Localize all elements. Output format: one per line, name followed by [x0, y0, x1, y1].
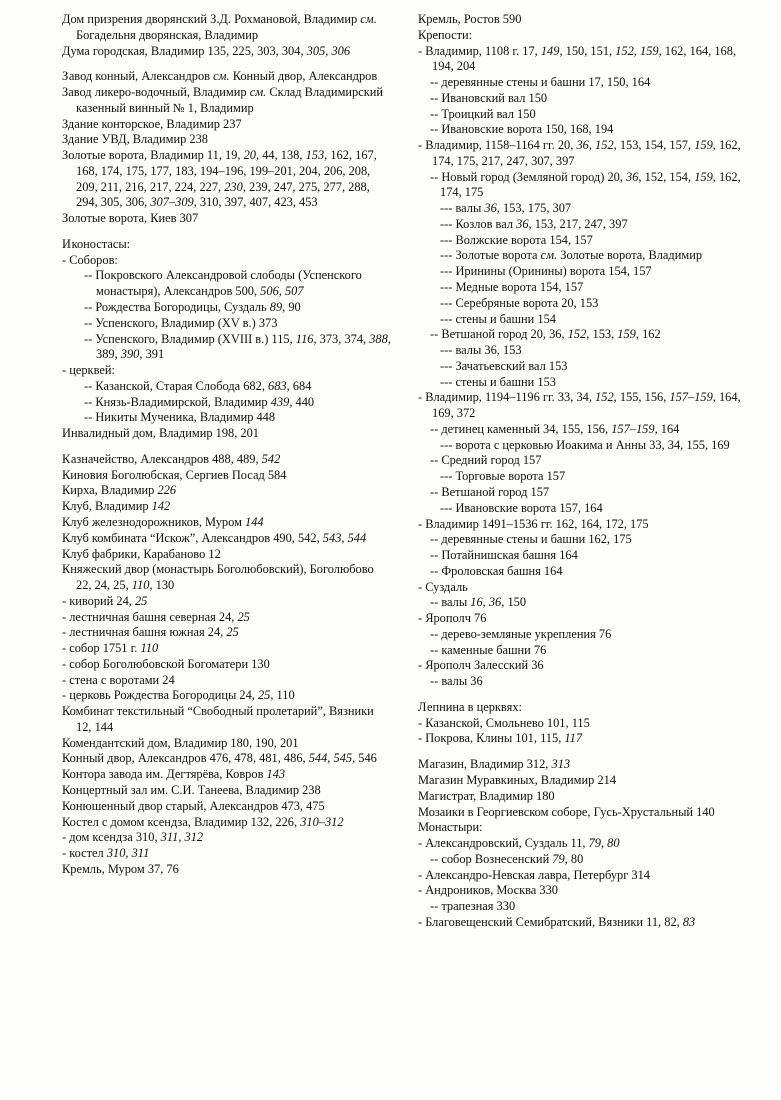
index-entry: - лестничная башня северная 24, 25 — [62, 609, 250, 624]
index-entry: --- валы 36, 153 — [440, 343, 522, 358]
index-entry: - Суздаль — [418, 579, 468, 594]
index-entry: - собор 1751 г. 110 — [62, 641, 159, 656]
index-entry: --- Волжские ворота 154, 157 — [440, 232, 593, 247]
index-entry: - Покрова, Клины 101, 115, 117 — [418, 731, 583, 746]
index-entry: Магазин, Владимир 312, 313 — [418, 757, 571, 772]
index-entry: - Ярополч Залесский 36 — [418, 658, 544, 673]
index-entry: Дума городская, Владимир 135, 225, 303, 304, 305, 306 — [62, 43, 351, 58]
entry-gap — [62, 442, 392, 452]
index-entry: - церквей: — [62, 363, 115, 378]
index-entry: - Андроников, Москва 330 — [418, 883, 558, 898]
index-entry: Лепнина в церквях: — [418, 699, 522, 714]
index-entry: --- ворота с церковью Иоакима и Анны 33, 34, 155, 169 — [440, 437, 730, 452]
index-entry: - Владимир, 1158–1164 гг. 20, 36, 152, 153, 154, 157, 159, 162, 174, 175, 217, 247, 307, 397 — [418, 138, 741, 168]
index-entry: -- Ивановский вал 150 — [430, 90, 548, 105]
index-entry: -- валы 36 — [430, 674, 483, 689]
index-entry: -- Троицкий вал 150 — [430, 106, 536, 121]
index-entry: Клуб железнодорожников, Муром 144 — [62, 514, 264, 529]
index-entry: Концертный зал им. С.И. Танеева, Владимир 238 — [62, 782, 321, 797]
index-entry: Инвалидный дом, Владимир 198, 201 — [62, 426, 259, 441]
index-entry: Здание УВД, Владимир 238 — [62, 132, 209, 147]
index-entry: -- Князь-Владимирской, Владимир 439, 440 — [84, 394, 315, 409]
index-entry: - Владимир, 1194–1196 гг. 33, 34, 152, 155, 156, 157–159, 164, 169, 372 — [418, 390, 741, 421]
index-entry: --- Ивановские ворота 157, 164 — [440, 500, 603, 515]
index-entry: - дом ксендза 310, 311, 312 — [62, 830, 204, 845]
index-entry: - Александро-Невская лавра, Петербург 314 — [418, 867, 650, 882]
index-entry: --- Серебряные ворота 20, 153 — [440, 295, 599, 310]
index-entry: - собор Боголюбовской Богоматери 130 — [62, 656, 270, 671]
index-entry: -- Рождества Богородицы, Суздаль 89, 90 — [84, 300, 301, 315]
index-entry: -- Казанской, Старая Слобода 682, 683, 684 — [84, 378, 312, 393]
index-entry: --- Козлов вал 36, 153, 217, 247, 397 — [440, 216, 628, 231]
index-entry: --- Иринины (Оринины) ворота 154, 157 — [440, 264, 652, 279]
index-entry: - церковь Рождества Богородицы 24, 25, 110 — [62, 688, 295, 703]
index-entry: - Владимир, 1108 г. 17, 149, 150, 151, 152, 159, 162, 164, 168, 194, 204 — [418, 43, 737, 74]
index-entry: Клуб, Владимир 142 — [62, 499, 171, 514]
index-entry: - Ярополч 76 — [418, 611, 487, 626]
index-entry: - Казанской, Смольнево 101, 115 — [418, 715, 590, 730]
index-entry: Комбинат текстильный “Свободный пролетарий”, Вязники 12, 144 — [62, 704, 374, 734]
index-entry: Конюшенный двор старый, Александров 473, 475 — [62, 798, 325, 813]
index-entry: -- дерево-земляные укрепления 76 — [430, 626, 612, 641]
index-entry: Кремль, Ростов 590 — [418, 12, 522, 26]
entry-gap — [418, 690, 754, 700]
index-entry: -- валы 16, 36, 150 — [430, 595, 527, 610]
index-entry: -- Успенского, Владимир (XVIII в.) 115, 116, 373, 374, 388, 389, 390, 391 — [84, 331, 391, 362]
index-entry: -- Фроловская башня 164 — [430, 563, 563, 578]
index-entry: Завод конный, Александров см. Конный двор, Александров — [62, 69, 378, 84]
index-entry: --- Золотые ворота см. Золотые ворота, Владимир — [440, 248, 703, 263]
index-column-left — [62, 12, 392, 1090]
index-entry: - Соборов: — [62, 252, 118, 267]
index-entry: -- Ветшаной город 157 — [430, 484, 550, 499]
index-entry: -- каменные башни 76 — [430, 642, 547, 657]
index-entry: -- Успенского, Владимир (XV в.) 373 — [84, 315, 278, 330]
index-entry: -- Новый город (Земляной город) 20, 36, 152, 154, 159, 162, 174, 175 — [430, 169, 741, 200]
entry-gap — [62, 227, 392, 237]
index-entry: -- Ивановские ворота 150, 168, 194 — [430, 122, 614, 137]
index-entry: -- трапезная 330 — [430, 899, 516, 914]
index-entry: -- Никиты Мученика, Владимир 448 — [84, 410, 276, 425]
index-entry: Крепости: — [418, 27, 473, 42]
index-entry: - костел 310, 311 — [62, 846, 150, 861]
index-entry: - Александровский, Суздаль 11, 79, 80 — [418, 836, 620, 851]
index-entry: Кирха, Владимир 226 — [62, 483, 177, 498]
index-entry: Завод ликеро-водочный, Владимир см. Склад Владимирский казенный винный № 1, Владимир — [62, 85, 384, 115]
index-entry: - стена с воротами 24 — [62, 672, 175, 687]
entry-gap — [418, 747, 754, 757]
index-entry: Здание конторское, Владимир 237 — [62, 116, 242, 131]
index-entry: -- Средний город 157 — [430, 453, 542, 468]
index-entry: - Благовещенский Семибратский, Вязники 11, 82, 83 — [418, 914, 696, 929]
index-entry: --- стены и башни 153 — [440, 374, 556, 389]
index-entry: Казначейство, Александров 488, 489, 542 — [62, 451, 281, 466]
index-entry: Дом призрения дворянский З.Д. Рохмановой, Владимир см. Богадельня дворянская, Владимир — [62, 12, 377, 42]
index-entry: Золотые ворота, Владимир 11, 19, 20, 44, 138, 153, 162, 167, 168, 174, 175, 177, 183, 194–196, 199–201, 204, 206, 208, 209, 211, 216, 217, 224, 227, 230, 239, 247, 275, 277, 288, 294, 305, 306, 307–309, 310, 397, 407, 423, 453 — [62, 148, 377, 210]
index-entry: -- собор Вознесенский 79, 80 — [430, 851, 584, 866]
index-entry: Княжеский двор (монастырь Боголюбовский), Боголюбово 22, 24, 25, 110, 130 — [62, 562, 374, 593]
index-entry: Иконостасы: — [62, 236, 131, 251]
entry-gap — [62, 59, 392, 69]
index-entry: --- Торговые ворота 157 — [440, 469, 566, 484]
index-entry: --- валы 36, 153, 175, 307 — [440, 201, 572, 216]
index-entry: --- стены и башни 154 — [440, 311, 556, 326]
index-columns — [62, 12, 755, 1090]
index-entry: Киновия Боголюбская, Сергиев Посад 584 — [62, 467, 287, 482]
index-entry: -- Ветшаной город 20, 36, 152, 153, 159, 162 — [430, 327, 661, 342]
index-entry: Комендантский дом, Владимир 180, 190, 201 — [62, 735, 299, 750]
index-entry: -- деревянные стены и башни 162, 175 — [430, 532, 632, 547]
index-entry: Магистрат, Владимир 180 — [418, 788, 555, 803]
index-entry: Магазин Муравкиных, Владимир 214 — [418, 772, 617, 787]
index-entry: Клуб фабрики, Карабаново 12 — [62, 546, 221, 561]
index-entry: - Владимир 1491–1536 гг. 162, 164, 172, 175 — [418, 516, 649, 531]
index-entry: -- Покровского Александровой слободы (Успенского монастыря), Александров 500, 506, 507 — [84, 268, 362, 299]
index-entry: - лестничная башня южная 24, 25 — [62, 625, 239, 640]
index-column-right — [418, 12, 754, 1090]
index-entry: --- Зачатьевский вал 153 — [440, 358, 568, 373]
index-entry: Костел с домом ксендза, Владимир 132, 226, 310–312 — [62, 814, 344, 829]
index-entry: - киворий 24, 25 — [62, 593, 148, 608]
index-entry: Монастыри: — [418, 820, 483, 835]
index-entry: Мозаики в Георгиевском соборе, Гусь-Хрустальный 140 — [418, 804, 715, 819]
index-entry: -- детинец каменный 34, 155, 156, 157–159, 164 — [430, 421, 680, 436]
index-entry: Золотые ворота, Киев 307 — [62, 211, 199, 226]
index-entry: -- деревянные стены и башни 17, 150, 164 — [430, 75, 651, 90]
index-entry: Контора завода им. Дегтярёва, Ковров 143 — [62, 767, 286, 782]
index-entry: --- Медные ворота 154, 157 — [440, 280, 584, 295]
index-entry: -- Потайнишская башня 164 — [430, 548, 578, 563]
index-entry: Конный двор, Александров 476, 478, 481, 486, 544, 545, 546 — [62, 751, 377, 766]
index-entry: Клуб комбината “Искож”, Александров 490, 542, 543, 544 — [62, 530, 367, 545]
index-entry: Кремль, Муром 37, 76 — [62, 861, 179, 876]
